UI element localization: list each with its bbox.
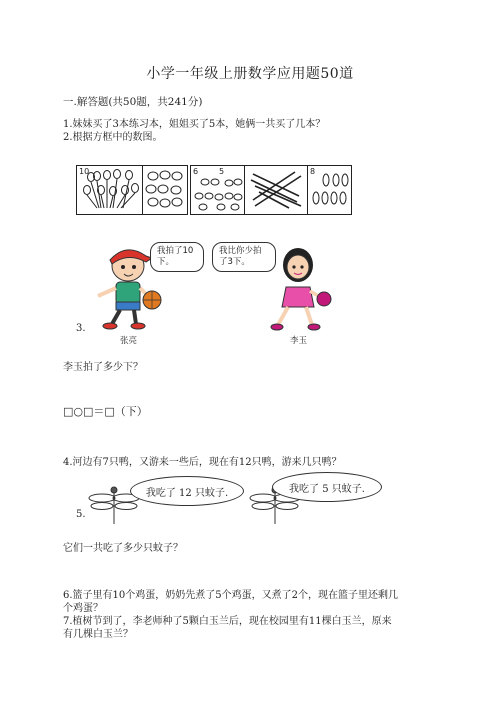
question-4: 4.河边有7只鸭，又游来一些后，现在有12只鸭，游来几只鸭？ [63,457,342,468]
count-label: 5 [219,167,225,176]
count-label: 10 [79,167,90,176]
picture-box-right [190,165,352,215]
boy-name: 张亮 [120,336,138,346]
box-cell-leaves [143,166,186,214]
box-cell-pencils [245,166,308,214]
girl-illustration [268,243,338,333]
girl-speech-bubble: 我比你少拍了3下。 [212,242,276,272]
question-6: 6.篮子里有10个鸡蛋，奶奶先煮了5个鸡蛋，又煮了2个，现在篮子里还剩几个鸡蛋？ [63,590,398,614]
carrot-icon [191,166,244,212]
question-2: 2.根据方框中的数图。 [63,132,163,143]
question-3-text: 李玉拍了多少下？ [63,362,143,373]
question-5-number: 5. [76,509,86,520]
answer-blank-equation: □○□＝□（下） [63,405,148,418]
girl-name: 李玉 [290,336,308,346]
question-1: 1.妹妹买了3本练习本，姐姐买了5本，她俩一共买了几本？ [63,119,326,130]
count-label: 6 [193,167,199,176]
leaf-icon [143,166,186,212]
pencil-icon [245,166,307,212]
question-7: 7.植树节到了，李老师种了5颗白玉兰后，现在校园里有11棵白玉兰，原来有几棵白玉兰？ [63,616,392,640]
box-cell-balloons [77,166,143,214]
question-3-number: 3. [76,323,86,334]
section-heading: 一.解答题(共50题，共241分) [63,96,203,108]
box-cell-corn [308,166,350,214]
count-label: 8 [310,167,316,176]
picture-box-left [76,165,188,215]
dragonfly-speech-left: 我吃了 12 只蚊子. [130,476,244,506]
page-title: 小学一年级上册数学应用题50道 [146,66,354,82]
question-5-text: 它们一共吃了多少只蚊子？ [63,543,183,554]
dragonfly-speech-right: 我吃了 5 只蚊子. [272,472,382,502]
box-cell-carrots [191,166,245,214]
boy-speech-bubble: 我拍了10下。 [150,242,204,272]
